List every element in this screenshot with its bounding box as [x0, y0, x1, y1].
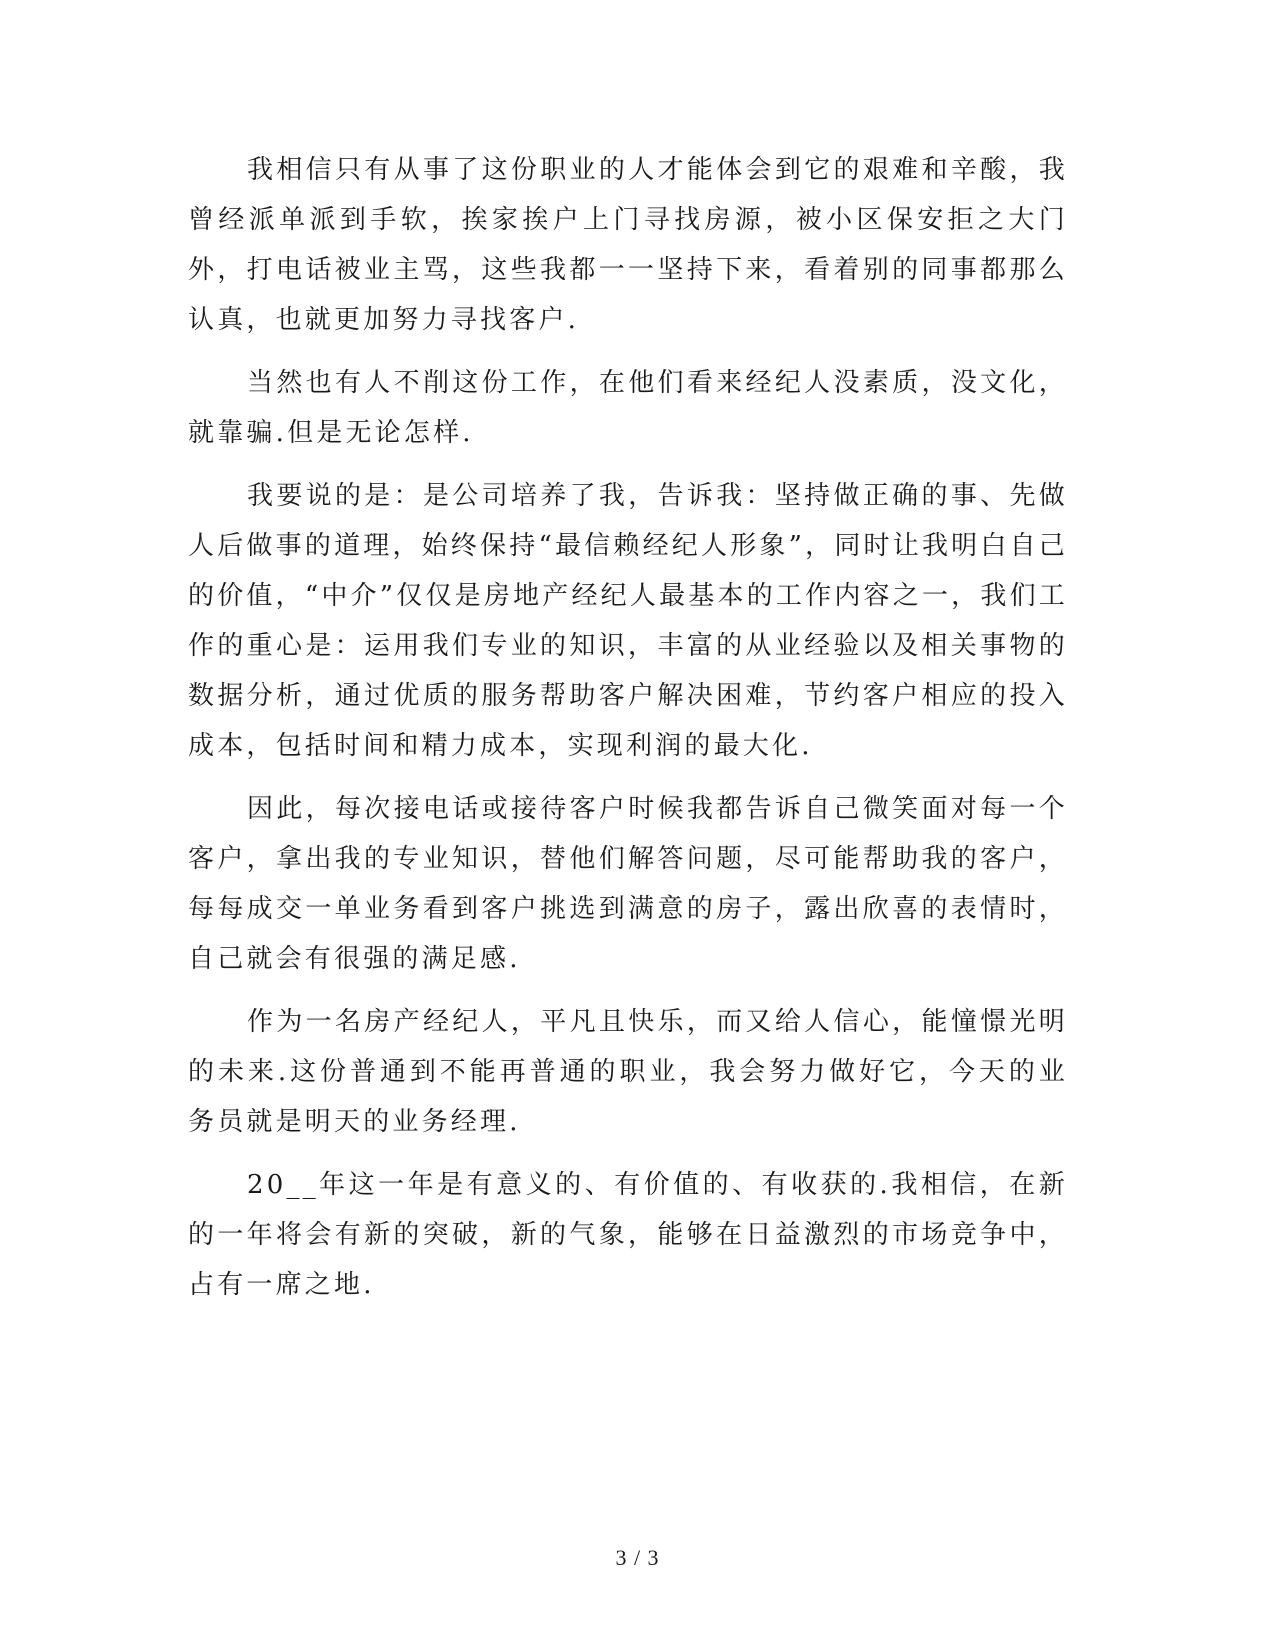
document-body — [188, 145, 1068, 1323]
paragraph: 我要说的是：是公司培养了我，告诉我：坚持做正确的事、先做人后做事的道理，始终保持“最信赖经纪人形象”，同时让我明白自己的价值，“中介”仅仅是房地产经纪人最基本的工作内容之一，我们工作的重心是：运用我们专业的知识，丰富的从业经验以及相关事物的数据分析，通过优质的服务帮助客户解决困难，节约客户相应的投入成本，包括时间和精力成本，实现利润的最大化. — [188, 481, 1068, 761]
page-number: 3 / 3 — [615, 1545, 660, 1570]
paragraph: 作为一名房产经纪人，平凡且快乐，而又给人信心，能憧憬光明的未来.这份普通到不能再普通的职业，我会努力做好它，今天的业务员就是明天的业务经理. — [188, 1007, 1068, 1137]
paragraph: 当然也有人不削这份工作，在他们看来经纪人没素质，没文化，就靠骗.但是无论怎样. — [188, 368, 1068, 448]
paragraph: 我相信只有从事了这份职业的人才能体会到它的艰难和辛酸，我曾经派单派到手软，挨家挨户上门寻找房源，被小区保安拒之大门外，打电话被业主骂，这些我都一一坚持下来，看着别的同事都那么认真，也就更加努力寻找客户. — [188, 155, 1068, 335]
paragraph: 因此，每次接电话或接待客户时候我都告诉自己微笑面对每一个客户，拿出我的专业知识，替他们解答问题，尽可能帮助我的客户，每每成交一单业务看到客户挑选到满意的房子，露出欣喜的表情时，自己就会有很强的满足感. — [188, 794, 1068, 974]
paragraph: 20__年这一年是有意义的、有价值的、有收获的.我相信，在新的一年将会有新的突破，新的气象，能够在日益激烈的市场竞争中， 占有一席之地. — [188, 1170, 1068, 1300]
